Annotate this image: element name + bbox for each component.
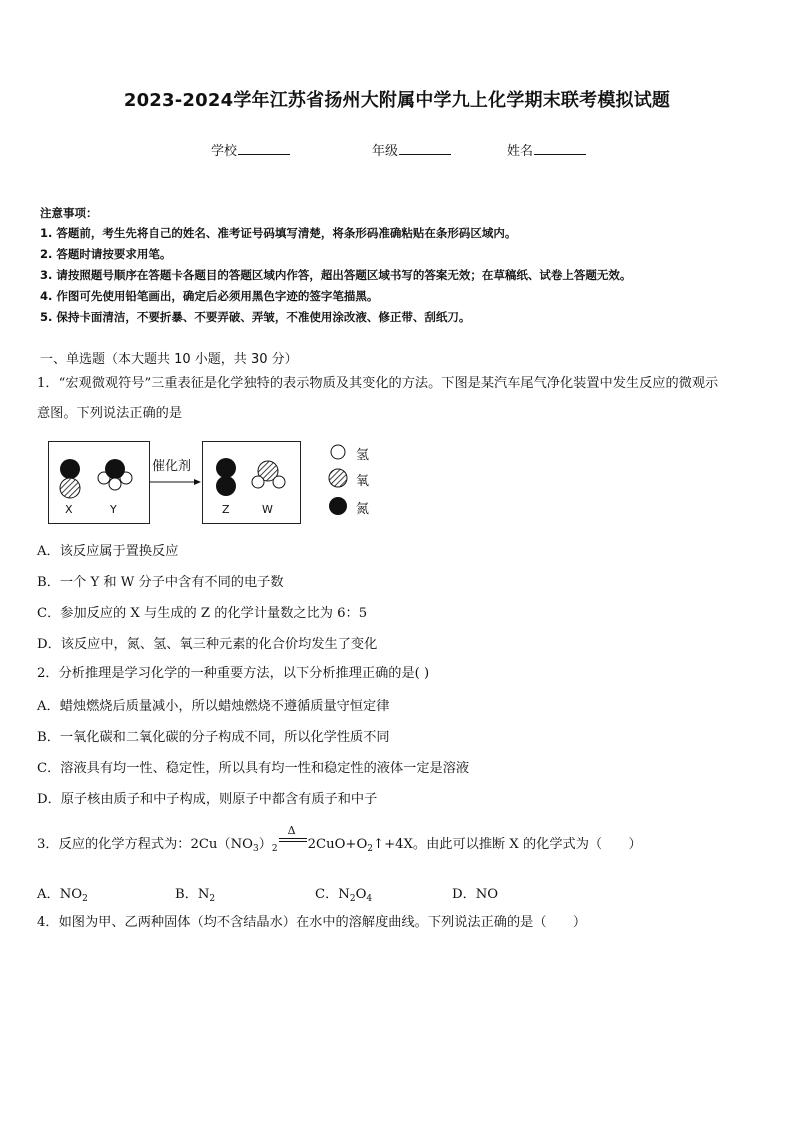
name-label: 姓名 [507,144,534,159]
section-heading: 一、单选题（本大题共 10 小题，共 30 分） [40,352,298,367]
q2-option-d: D．原子核由质子和中子构成，则原子中都含有质子和中子 [37,792,378,807]
page-title: 2023-2024学年江苏省扬州大附属中学九上化学期末联考模拟试题 [123,90,671,111]
equals-line [279,841,307,842]
q3-paren: ） [258,837,272,852]
notice-item: 4. 作图可先使用铅笔画出，确定后必须用黑色字迹的签字笔描黑。 [40,289,379,303]
q1-option-c: C．参加反应的 X 与生成的 Z 的化学计量数之比为 6：5 [37,606,368,621]
label-x: X [65,503,73,516]
catalyst-label: 催化剂 [152,459,192,474]
legend-oxygen-label: 氧 [356,474,370,489]
grade-label: 年级 [372,144,399,159]
label-w: W [262,503,273,516]
legend-nitrogen-icon [329,497,347,515]
nitrogen-atom [216,458,236,478]
q1-option-b: B．一个 Y 和 W 分子中含有不同的电子数 [37,575,284,590]
hydrogen-atom [252,476,264,488]
legend-nitrogen-label: 氮 [356,502,370,517]
q3-product: 2CuO+O [307,837,368,852]
notice-item: 2. 答题时请按要求用笔。 [40,247,172,261]
notice-item: 3. 请按照题号顺序在答题卡各题目的答题区域内作答，超出答题区域书写的答案无效；在草稿纸、试卷上答题无效。 [40,268,632,282]
nitrogen-atom [216,476,236,496]
q3-option-d: D．NO [452,887,499,902]
q2-stem: 2．分析推理是学习化学的一种重要方法，以下分析推理正确的是( ) [37,666,430,681]
q1-option-d: D．该反应中，氮、氢、氧三种元素的化合价均发生了变化 [37,637,378,652]
q1-stem-line1: 1．“宏观微观符号”三重表征是化学独特的表示物质及其变化的方法。下图是某汽车尾气净化装置中发生反应的微观示 [37,376,719,391]
equals-line [279,838,307,839]
nitrogen-atom [60,459,80,479]
delta-symbol: Δ [287,824,296,837]
q2-option-a: A．蜡烛燃烧后质量减小，所以蜡烛燃烧不遵循质量守恒定律 [37,699,390,714]
heat-equals-sign [278,824,308,848]
legend-oxygen-icon [329,469,347,487]
nitrogen-atom [105,459,125,479]
q3-sub: 2 [367,844,374,854]
arrow-head-icon [194,479,201,485]
q2-option-c: C．溶液具有均一性、稳定性，所以具有均一性和稳定性的液体一定是溶液 [37,761,470,776]
q2-option-b: B．一氧化碳和二氧化碳的分子构成不同，所以化学性质不同 [37,730,390,745]
legend-hydrogen-icon [331,445,345,459]
q3-stem [37,824,642,859]
q1-stem-line2: 意图。下列说法正确的是 [37,406,183,421]
oxygen-atom [60,478,80,498]
notice-item: 1. 答题前，考生先将自己的姓名、准考证号码填写清楚，将条形码准确粘贴在条形码区域内。 [40,226,517,240]
label-y: Y [110,503,117,516]
label-z: Z [222,503,230,516]
q3-option-a: A．$NO_2$ [37,887,88,904]
school-label: 学校 [211,144,238,159]
q3-prefix: 3．反应的化学方程式为：2Cu（NO [37,837,253,852]
q4-stem: 4．如图为甲、乙两种固体（均不含结晶水）在水中的溶解度曲线。下列说法正确的是（ ） [37,915,587,930]
q3-option-c: C．$N_2O_4$ [315,887,373,904]
q3-option-b: B．$N_2$ [175,887,216,904]
hydrogen-atom [273,476,285,488]
hydrogen-atom [109,478,121,490]
q3-sub: 3 [252,844,259,854]
legend-hydrogen-label: 氢 [356,448,370,463]
notice-heading: 注意事项： [40,206,98,220]
q3-suffix: ↑+4X。由此可以推断 X 的化学式为（ ） [373,837,642,852]
notice-item: 5. 保持卡面清洁，不要折暴、不要弄破、弄皱，不准使用涂改液、修正带、刮纸刀。 [40,310,471,324]
q3-sub: 2 [271,844,278,854]
q1-option-a: A．该反应属于置换反应 [37,544,179,559]
reaction-diagram [0,0,794,560]
